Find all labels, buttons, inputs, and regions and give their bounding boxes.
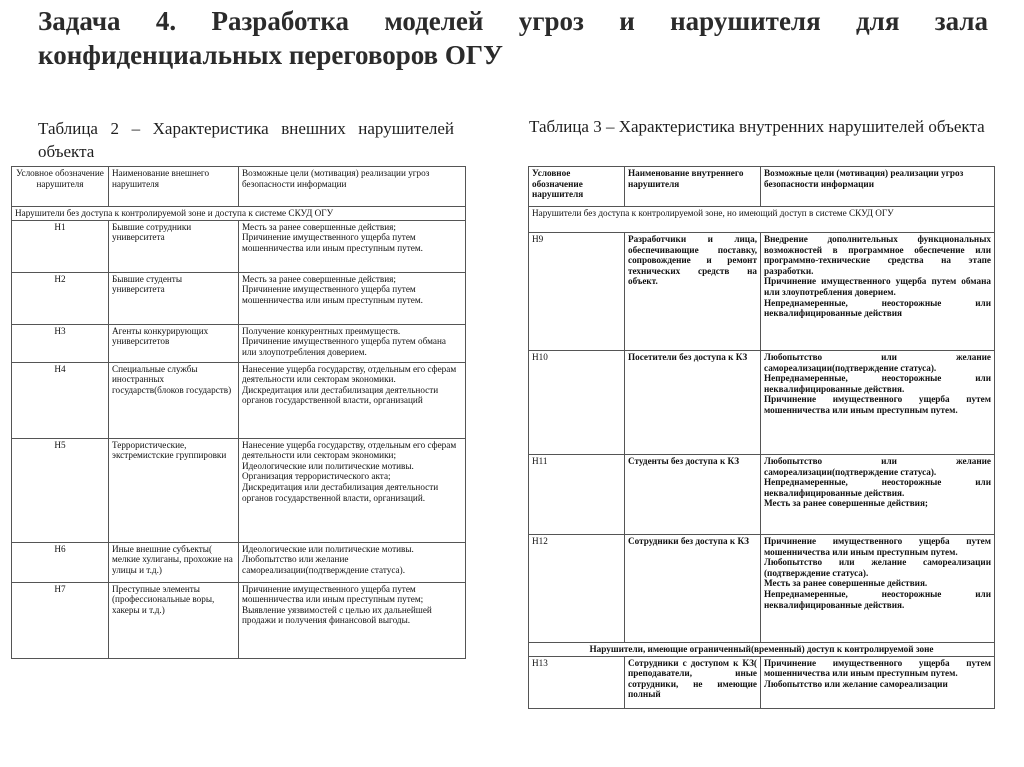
violator-goals [761, 233, 995, 351]
table-row [12, 362, 466, 438]
violator-name: Бывшие сотрудники университета [109, 220, 239, 272]
goal-line: Месть за ранее совершенные действия; [242, 221, 396, 232]
violator-name: Иные внешние субъекты( мелкие хулиганы, прохожие на улицы и т.д.) [109, 542, 239, 582]
goal-line: Причинение имущественного ущерба путем обмана или злоупотребления доверием. [242, 336, 447, 357]
violator-name: Преступные элементы (профессиональные воры, хакеры и т.д.) [109, 582, 239, 658]
goal-line: Нанесение ущерба государству, отдельным его сферам деятельности или секторам экономики; [242, 439, 457, 461]
table-row [529, 535, 995, 643]
goal-line: Причинение имущественного ущерба путем мошенничества или иным преступным путем; [242, 583, 424, 605]
group-cell: Нарушители без доступа к контролируемой зоне и доступа к системе СКУД ОГУ [12, 207, 466, 221]
goal-line: Организация террористического акта; [242, 471, 391, 482]
table-header-row [529, 167, 995, 207]
header-cell: Условное обозначение нарушителя [529, 167, 625, 207]
goal-line: Любопытство или желание самореализации (подтверждение статуса). [764, 557, 991, 578]
table-header-row [12, 167, 466, 207]
group-cell: Нарушители, имеющие ограниченный(временный) доступ к контролируемой зоне [529, 643, 995, 657]
goal-line: Причинение имущественного ущерба путем мошенничества или иным преступным путем. [242, 284, 423, 305]
violator-id: Н1 [12, 220, 109, 272]
violator-name: Посетители без доступа к КЗ [625, 351, 761, 455]
violator-name: Специальные службы иностранных государств(блоков государств) [109, 362, 239, 438]
goal-line: Причинение имущественного ущерба путем мошенничества или иным преступным путем. [764, 536, 991, 557]
header-cell: Возможные цели (мотивация) реализации угроз безопасности информации [761, 167, 995, 207]
violator-id: Н6 [12, 542, 109, 582]
violator-goals [239, 220, 466, 272]
slide-title: Задача 4. Разработка моделей угроз и нарушителя для зала конфиденциальных переговоров ОГУ [38, 6, 988, 70]
violator-goals [239, 438, 466, 542]
violator-goals [761, 455, 995, 535]
violator-name: Сотрудники с доступом к КЗ( преподаватели, иные сотрудники, не имеющие полный [625, 656, 761, 708]
violator-goals [761, 656, 995, 708]
violator-id: Н5 [12, 438, 109, 542]
group-row [529, 643, 995, 657]
violator-name: Террористические, экстремистские группировки [109, 438, 239, 542]
goal-line: Месть за ранее совершенные действия; [764, 498, 928, 509]
violator-id: Н13 [529, 656, 625, 708]
violator-name: Агенты конкурирующих университетов [109, 324, 239, 362]
violator-name: Бывшие студенты университета [109, 272, 239, 324]
goal-line: Непреднамеренные, неосторожные или неквалифицированные действия. [764, 373, 991, 394]
table-row [12, 272, 466, 324]
goal-line: Непреднамеренные, неосторожные или неквалифицированные действия. [764, 588, 991, 610]
goal-line: Причинение имущественного ущерба путем мошенничества или иным преступным путем. [242, 232, 423, 253]
violator-id: Н9 [529, 233, 625, 351]
goal-line: Любопытство или желание самореализации(подтверждение статуса). [764, 352, 991, 373]
header-cell: Наименование внешнего нарушителя [109, 167, 239, 207]
violator-goals [761, 535, 995, 643]
goal-line: Причинение имущественного ущерба путем обмана или злоупотребления доверием. [764, 276, 991, 297]
goal-line: Месть за ранее совершенные действия. [764, 578, 928, 589]
header-cell: Условное обозначение нарушителя [12, 167, 109, 207]
group-row [12, 207, 466, 221]
violator-id: Н7 [12, 582, 109, 658]
goal-line: Идеологические или политические мотивы. [242, 460, 414, 471]
violator-id: Н2 [12, 272, 109, 324]
goal-line: Любопытство или желание самореализации(подтверждение статуса). [764, 456, 991, 477]
table-row [12, 324, 466, 362]
goal-line: Причинение имущественного ущерба путем мошенничества или иным преступным путем. [764, 394, 991, 415]
violator-goals [239, 324, 466, 362]
violator-name: Сотрудники без доступа к КЗ [625, 535, 761, 643]
group-row [529, 207, 995, 233]
table2-caption: Таблица 2 – Характеристика внешних нарушителей объекта [38, 119, 454, 161]
goal-line: Непреднамеренные, неосторожные или неквалифицированные действия. [764, 477, 991, 498]
goal-line: Любопытство или желание самореализации [764, 678, 948, 689]
goal-line: Идеологические или политические мотивы. [242, 543, 414, 554]
violator-goals [239, 362, 466, 438]
violator-goals [239, 272, 466, 324]
table-row [529, 233, 995, 351]
violator-name: Студенты без доступа к КЗ [625, 455, 761, 535]
goal-line: Выявление уязвимостей с целью их дальнейшей продажи и получения финансовой выгоды. [242, 604, 432, 626]
table-row [12, 542, 466, 582]
violator-id: Н12 [529, 535, 625, 643]
internal-violators-table [528, 166, 995, 709]
table-row [529, 656, 995, 708]
violator-id: Н11 [529, 455, 625, 535]
goal-line: Любопытство или желание самореализации(подтверждение статуса). [242, 554, 405, 575]
table-row [529, 351, 995, 455]
header-cell: Наименование внутреннего нарушителя [625, 167, 761, 207]
goal-line: Внедрение дополнительных функциональных возможностей в программное обеспечение или программно-технические средства на этапе разработки. [764, 234, 991, 276]
violator-name: Разработчики и лица, обеспечивающие поставку, сопровождение и ремонт технических средств на объект. [625, 233, 761, 351]
group-cell: Нарушители без доступа к контролируемой зоне, но имеющий доступ в системе СКУД ОГУ [529, 207, 995, 233]
goal-line: Причинение имущественного ущерба путем мошенничества или иным преступным путем. [764, 657, 991, 679]
goal-line: Дискредитация или дестабилизация деятельности органов государственной власти, организаций. [242, 481, 439, 503]
violator-id: Н10 [529, 351, 625, 455]
goal-line: Непреднамеренные, неосторожные или неквалифицированные действия [764, 297, 991, 319]
table-row [12, 220, 466, 272]
header-cell: Возможные цели (мотивация) реализации угроз безопасности информации [239, 167, 466, 207]
goal-line: Месть за ранее совершенные действия; [242, 273, 396, 284]
table-row [12, 438, 466, 542]
violator-id: Н3 [12, 324, 109, 362]
goal-line: Дискредитация или дестабилизация деятельности органов государственной власти, организаций [242, 384, 439, 406]
violator-id: Н4 [12, 362, 109, 438]
violator-goals [239, 582, 466, 658]
goal-line: Получение конкурентных преимуществ. [242, 325, 401, 336]
table-row [12, 582, 466, 658]
violator-goals [239, 542, 466, 582]
table-row [529, 455, 995, 535]
external-violators-table [11, 166, 466, 659]
table3-caption: Таблица 3 – Характеристика внутренних нарушителей объекта [529, 117, 985, 136]
violator-goals [761, 351, 995, 455]
goal-line: Нанесение ущерба государству, отдельным его сферам деятельности или секторам экономики. [242, 363, 457, 385]
